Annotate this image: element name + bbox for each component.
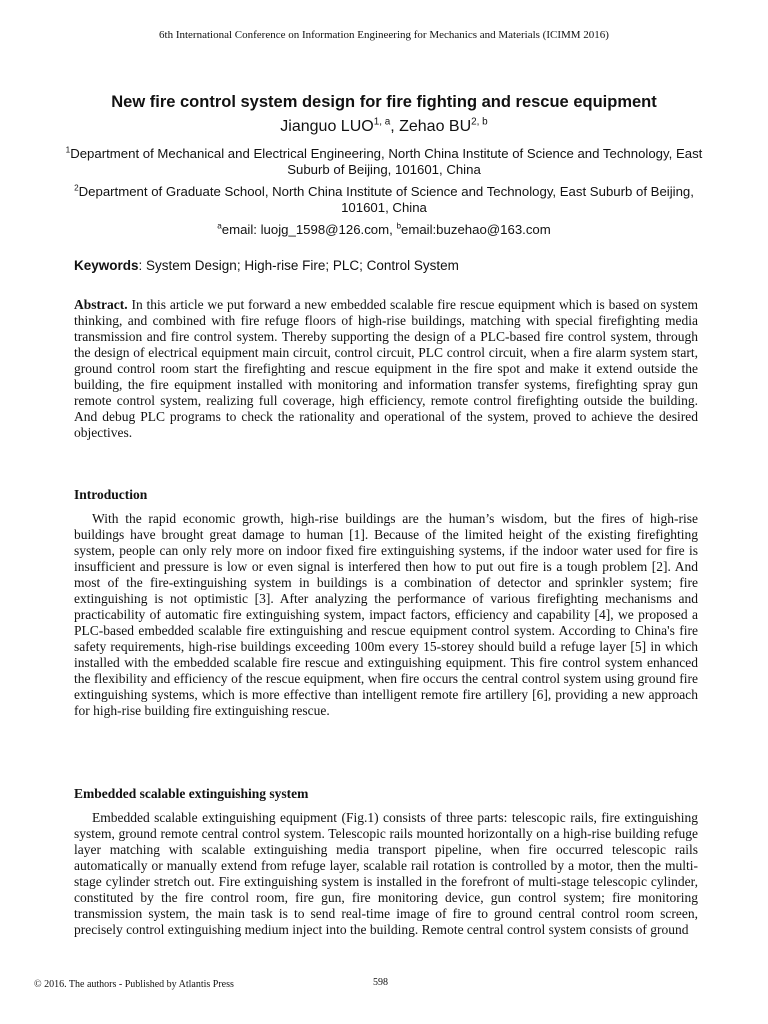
email-sup-b: b xyxy=(396,221,401,231)
affiliation-1 xyxy=(60,146,708,178)
abstract-label: Abstract. xyxy=(74,297,128,312)
email-sup-a: a xyxy=(217,221,222,231)
email-line xyxy=(0,222,768,237)
author-line xyxy=(0,118,768,136)
author-sup-1: 1, a xyxy=(373,116,391,128)
author-name-1: Jianguo LUO xyxy=(280,118,374,135)
affiliation-sup-2: 2 xyxy=(74,183,79,193)
paper-title: New fire control system design for fire fighting and rescue equipment xyxy=(111,93,657,111)
email-b: email:buzehao@163.com xyxy=(401,222,551,237)
page-number: 598 xyxy=(373,977,388,988)
author-name-2: Zehao BU xyxy=(399,118,472,135)
section-heading-embedded-system: Embedded scalable extinguishing system xyxy=(74,786,309,801)
footer-copyright: © 2016. The authors - Published by Atlantis Press xyxy=(34,979,234,990)
affiliation-text-1: Department of Mechanical and Electrical Engineering, North China Institute of Science and Technology, East Suburb of Beijing, 101601, China xyxy=(70,146,703,177)
author-separator: , xyxy=(390,118,400,135)
abstract-paragraph xyxy=(74,297,698,441)
conference-header: 6th International Conference on Information Engineering for Mechanics and Materials (ICIMM 2016) xyxy=(159,29,609,41)
section-body-introduction: With the rapid economic growth, high-rise buildings are the human’s wisdom, but the fires of high-rise buildings have brought great damage to human [1]. Because of the limited height of the existing firefighting system, people can only rely more on indoor fixed fire extinguishing systems, if the indoor water used for fire is insufficient and pressure is low or even signal is interfered then how to put out fire is a tough problem [2]. And most of the fire-extinguishing system in buildings is a combination of detector and sprinkler system; fire extinguishing is not optimistic [3]. After analyzing the performance of various firefighting mechanisms and practicability of automatic fire extinguishing system, impact factors, efficiency and capability [4], we proposed a PLC-based embedded scalable fire extinguishing and rescue equipment control system. According to China's fire safety requirements, high-rise buildings exceeding 100m every 15-storey should build a refuge layer [5] in which installed with the embedded scalable fire rescue and extinguishing equipment. This fire control system enhanced the flexibility and efficiency of the rescue equipment, when fire occurs the central control system using ground fire extinguishing systems, which is more effective than intelligent remote fire artillery [6], providing a new approach for high-rise building fire extinguishing rescue. xyxy=(74,511,698,718)
keywords xyxy=(74,258,459,273)
keywords-label: Keywords xyxy=(74,258,139,273)
section-body-embedded-system: Embedded scalable extinguishing equipment (Fig.1) consists of three parts: telescopic rails, fire extinguishing system, ground remote central control system. Telescopic rails mounted horizontally on a high-rise building refuge layer matching with scalable extinguishing media transport pipeline, when fire occurred telescopic rails automatically or manually extend from refuge layer, scalable rail rotation is controlled by a motor, then the multi-stage cylinder stretch out. Fire extinguishing system is installed in the forefront of multi-stage telescopic cylinder, constituted by the fire control room, fire gun, fire monitoring device, gun control system; fire monitoring transmission system, the main task is to send real-time image of fire to ground central control room screen, precisely control extinguishing medium inject into the building. Remote central control system consists of ground xyxy=(74,810,698,937)
author-sup-2: 2, b xyxy=(471,116,488,128)
section-heading-introduction: Introduction xyxy=(74,487,148,502)
keywords-text: : System Design; High-rise Fire; PLC; Control System xyxy=(138,258,459,273)
affiliation-sup-1: 1 xyxy=(65,145,71,155)
affiliation-2 xyxy=(60,184,708,216)
abstract-text: In this article we put forward a new embedded scalable fire rescue equipment which is based on system thinking, and combined with fire refuge floors of high-rise buildings, matching with special firefighting media transmission and fire control system. Thereby supporting the design of a PLC-based fire control system, through the design of electrical equipment main circuit, control circuit, PLC control circuit, when a fire alarm system start, ground control room start the firefighting and rescue equipment in the fire spot and make it extend outside the building, the fire equipment installed with monitoring and information transfer systems, firefighting spray gun remote control system, realizing full coverage, high efficiency, remote control firefighting outside the building. And debug PLC programs to check the rationality and operational of the system, proved to achieve the desired objectives. xyxy=(74,297,698,440)
affiliation-text-2: Department of Graduate School, North China Institute of Science and Technology, East Suburb of Beijing, 101601, China xyxy=(78,184,694,215)
email-a: email: luojg_1598@126.com, xyxy=(221,222,397,237)
